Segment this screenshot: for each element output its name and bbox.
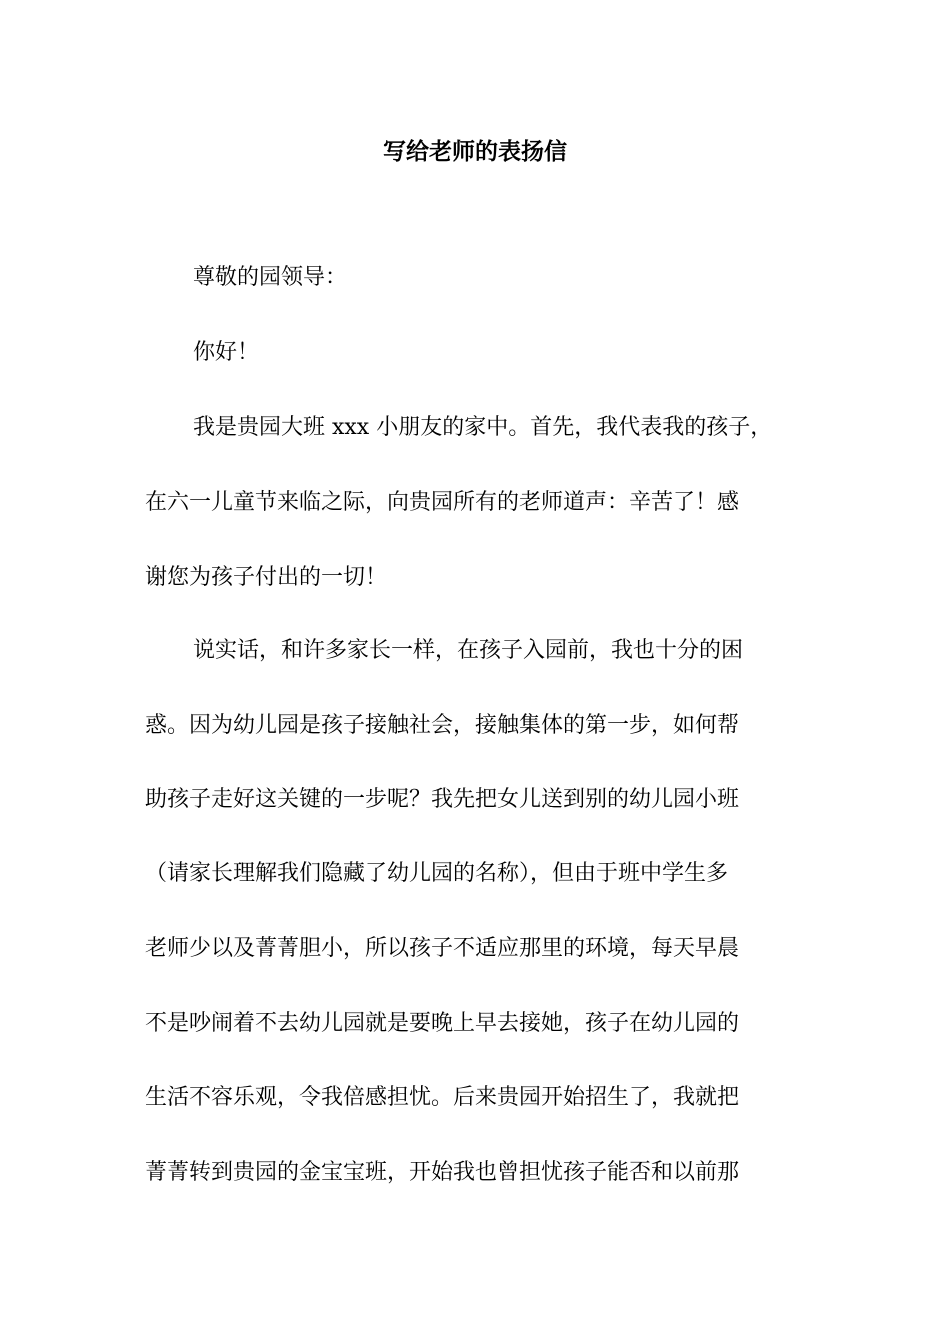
body-line: 我是贵园大班 xxx 小朋友的家中。首先，我代表我的孩子，: [193, 415, 773, 440]
salutation-line: 尊敬的园领导：: [193, 265, 348, 290]
greeting-line: 你好！: [193, 340, 260, 365]
page-title: 写给老师的表扬信: [383, 138, 567, 165]
body-line: 菁菁转到贵园的金宝宝班，开始我也曾担忧孩子能否和以前那: [145, 1160, 740, 1185]
body-line: 不是吵闹着不去幼儿园就是要晚上早去接她，孩子在幼儿园的: [145, 1011, 740, 1036]
body-line: 在六一儿童节来临之际，向贵园所有的老师道声：辛苦了！感: [145, 490, 740, 515]
body-line: 谢您为孩子付出的一切！: [145, 565, 388, 590]
body-line: 助孩子走好这关键的一步呢？我先把女儿送到别的幼儿园小班: [145, 787, 740, 812]
body-line: 老师少以及菁菁胆小，所以孩子不适应那里的环境，每天早晨: [145, 936, 740, 961]
body-line: （请家长理解我们隐藏了幼儿园的名称），但由于班中学生多: [145, 861, 729, 886]
body-line: 说实话，和许多家长一样，在孩子入园前，我也十分的困: [193, 638, 744, 663]
body-line: 生活不容乐观，令我倍感担忧。后来贵园开始招生了，我就把: [145, 1085, 740, 1110]
body-line: 惑。因为幼儿园是孩子接触社会，接触集体的第一步，如何帮: [145, 713, 740, 738]
